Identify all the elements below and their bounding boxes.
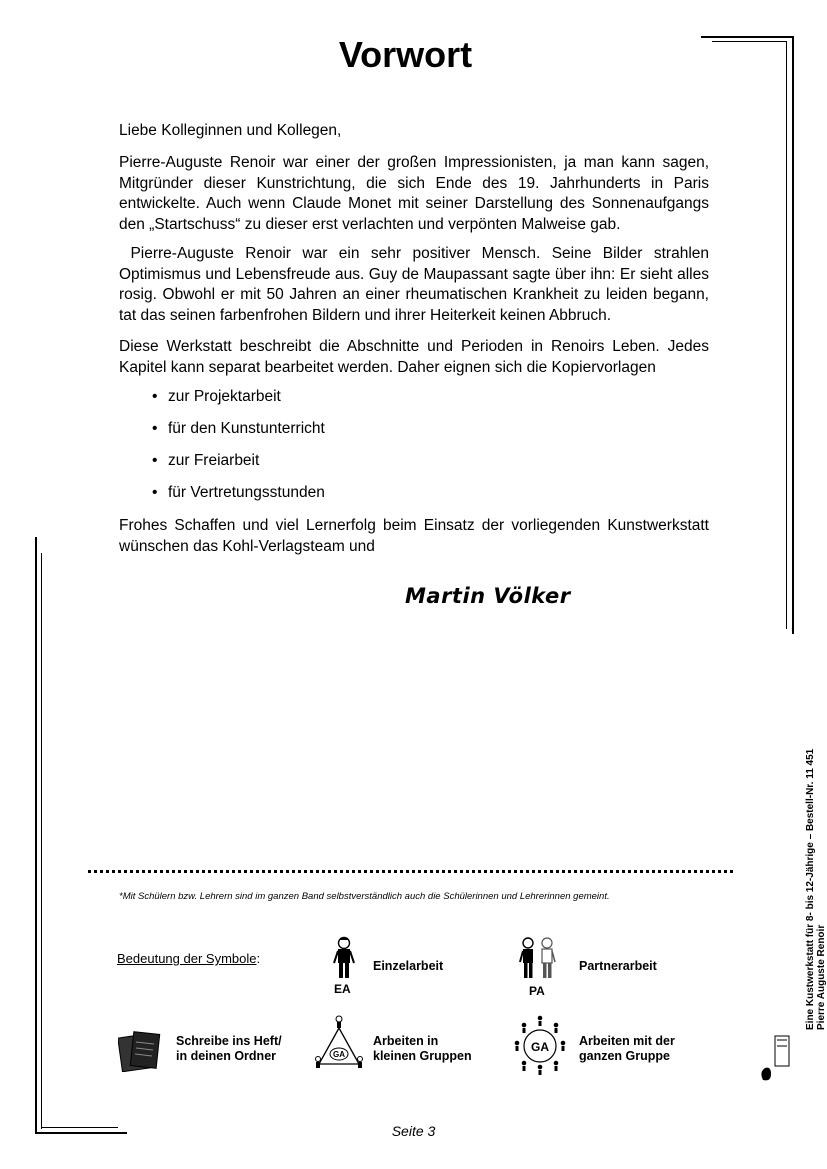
ga-small-code: GA <box>333 1050 345 1059</box>
bullet-dot: • <box>152 484 158 501</box>
frame-top-right-v2 <box>786 41 787 629</box>
ga-small-label: Arbeiten in kleinen Gruppen <box>373 1034 472 1063</box>
single-person-icon <box>331 935 357 981</box>
paragraph-3: Diese Werkstatt beschreibt die Abschnitte und Perioden in Renoirs Leben. Jedes Kapitel kann separat bearbeitet werden. Daher eignen sich die Kopiervorlagen <box>119 338 709 376</box>
greeting: Liebe Kolleginnen und Kollegen, <box>119 122 342 139</box>
bullet-dot: • <box>152 452 158 469</box>
signature: Martin Völker <box>405 584 571 608</box>
closing-paragraph: Frohes Schaffen und viel Lernerfolg beim Einsatz der vorliegenden Kunstwerkstatt wünschen das Kohl-Verlagsteam und <box>119 517 709 555</box>
pa-code: PA <box>529 984 545 998</box>
list-item: • zur Freiarbeit <box>152 452 260 469</box>
paragraph-1: Pierre-Auguste Renoir war einer der großen Impressionisten, ja man kann sagen, Mitgründer dieser Kunstrichtung, die sich Ende des 19. Jahrhunderts in Paris entwickelte. Auch wenn Claude Monet mit seiner Darstellung des Sonnenaufgangs den „Startschuss“ zu dieser erst verlachten und verpönten Malweise gab. <box>119 154 709 233</box>
frame-bottom-left-v1 <box>35 537 37 1134</box>
bullet-list <box>152 388 325 516</box>
footnote: *Mit Schülern bzw. Lehrern sind im ganzen Band selbstverständlich auch die Schülerinnen und Lehrerinnen gemeint. <box>119 891 610 902</box>
heft-label: Schreibe ins Heft/ in deinen Ordner <box>176 1034 282 1063</box>
whole-group-circle-icon <box>512 1013 568 1075</box>
page-number: Seite 3 <box>391 1123 436 1139</box>
two-persons-icon <box>518 935 558 981</box>
ga-all-label: Arbeiten mit der ganzen Gruppe <box>579 1034 675 1063</box>
list-item: • zur Projektarbeit <box>152 388 281 405</box>
page-title: Vorwort <box>338 34 473 75</box>
notebook-icon <box>118 1030 162 1072</box>
small-group-triangle-icon <box>313 1014 365 1072</box>
list-item: • für Vertretungsstunden <box>152 484 325 501</box>
pa-label: Partnerarbeit <box>579 959 657 973</box>
frame-top-right-v1 <box>792 36 794 634</box>
side-publication-info: Eine Kustwerkstatt für 8- bis 12-Jährige – Bestell-Nr. 11 451 Pierre Auguste Renoir <box>805 748 827 1030</box>
ea-label: Einzelarbeit <box>373 959 444 973</box>
paragraph-2: Pierre-Auguste Renoir war ein sehr positiver Mensch. Seine Bilder strahlen Optimismus und Lebensfreude aus. Guy de Maupassant sagte über ihn: Er sieht alles rosig. Obwohl er mit 50 Jahren an einer rheumatischen Krankheit zu leiden begann, tat das seinen farbenfrohen Bildern und ihrer Heiterkeit keinen Abbruch. <box>119 245 714 324</box>
ga-all-code: GA <box>531 1040 549 1054</box>
ea-code: EA <box>334 982 351 996</box>
frame-bottom-left-v2 <box>41 553 42 1129</box>
bullet-dot: • <box>152 420 158 437</box>
bullet-dot: • <box>152 388 158 405</box>
publisher-logo-icon <box>757 1030 793 1086</box>
dotted-divider <box>88 870 733 873</box>
legend-title: Bedeutung der Symbole: <box>117 951 261 966</box>
list-item: • für den Kunstunterricht <box>152 420 325 437</box>
